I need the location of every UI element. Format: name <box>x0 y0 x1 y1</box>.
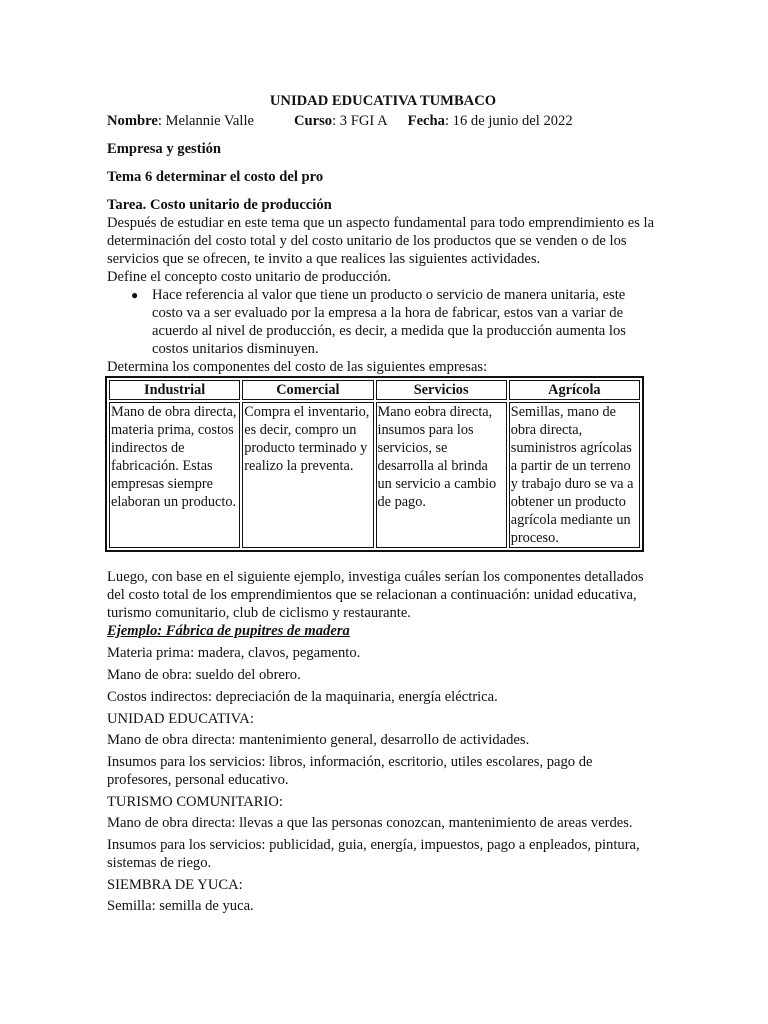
topic-heading: Tema 6 determinar el costo del pro <box>107 169 324 185</box>
example-line: Mano de obra: sueldo del obrero. <box>107 667 301 683</box>
cell-agricola: Semillas, mano de obra directa, suministros agrícolas a partir de un terreno y trabajo duro se va a obtener un producto agrícola mediante un proceso. <box>509 402 640 548</box>
example-heading: Ejemplo: Fábrica de pupitres de madera <box>107 623 350 639</box>
section-heading: SIEMBRA DE YUCA: <box>107 877 243 893</box>
definition-list <box>107 286 659 358</box>
header-industrial: Industrial <box>109 380 240 400</box>
example-line: Costos indirectos: depreciación de la maquinaria, energía eléctrica. <box>107 689 498 705</box>
task-intro: Después de estudiar en este tema que un aspecto fundamental para todo emprendimiento es la determinación del costo total y del costo unitario de los productos que se venden o de los servicios que se ofrecen, te invito a que realices las siguientes actividades. <box>107 215 655 267</box>
task-determine: Determina los componentes del costo de las siguientes empresas: <box>107 359 488 375</box>
student-info-line <box>107 112 659 130</box>
cell-industrial: Mano de obra directa, materia prima, costos indirectos de fabricación. Estas empresas siempre elaboran un producto. <box>109 402 240 548</box>
name-value: : Melannie Valle <box>157 113 254 129</box>
cost-components-table <box>105 376 644 552</box>
example-line: Materia prima: madera, clavos, pegamento. <box>107 645 361 661</box>
section-line: Insumos para los servicios: publicidad, guia, energía, impuestos, pago a enpleados, pintura, sistemas de riego. <box>107 837 640 871</box>
header-agricola: Agrícola <box>509 380 640 400</box>
section-line: Semilla: semilla de yuca. <box>107 898 254 914</box>
header-comercial: Comercial <box>242 380 373 400</box>
course-value: : 3 FGI A <box>332 113 388 129</box>
cell-servicios: Mano eobra directa, insumos para los servicios, se desarrolla al brinda un servicio a cambio de pago. <box>376 402 507 548</box>
bullet-icon: ● <box>131 288 139 302</box>
table-row <box>109 402 640 548</box>
cell-comercial: Compra el inventario, es decir, compro un producto terminado y realizo la preventa. <box>242 402 373 548</box>
school-title: UNIDAD EDUCATIVA TUMBACO <box>269 93 497 109</box>
list-item <box>131 286 659 358</box>
table-header-row <box>109 380 640 400</box>
date-label: Fecha <box>407 113 445 129</box>
section-heading: TURISMO COMUNITARIO: <box>107 794 283 810</box>
document-page <box>107 92 659 919</box>
definition-text: Hace referencia al valor que tiene un producto o servicio de manera unitaria, este costo va a ser evaluado por la empresa a la hora de fabricar, estos van a variar de acuerdo al nivel de producción, es decir, a medida que la producción aumenta los costos unitarios disminuyen. <box>152 287 626 357</box>
course-label: Curso <box>294 113 333 129</box>
section-heading: UNIDAD EDUCATIVA: <box>107 711 254 727</box>
section-line: Insumos para los servicios: libros, información, escritorio, utiles escolares, pago de profesores, personal educativo. <box>107 754 593 788</box>
date-value: : 16 de junio del 2022 <box>444 113 573 129</box>
subject-heading: Empresa y gestión <box>107 141 222 157</box>
name-label: Nombre <box>107 113 158 129</box>
task-define: Define el concepto costo unitario de producción. <box>107 269 392 285</box>
followup-paragraph: Luego, con base en el siguiente ejemplo, investiga cuáles serían los componentes detallados del costo total de los emprendimientos que se relacionan a continuación: unidad educativa, turismo comunitario, club de ciclismo y restaurante. <box>107 569 644 621</box>
section-line: Mano de obra directa: llevas a que las personas conozcan, mantenimiento de areas verdes. <box>107 815 633 831</box>
header-servicios: Servicios <box>376 380 507 400</box>
section-line: Mano de obra directa: mantenimiento general, desarrollo de actividades. <box>107 732 530 748</box>
task-title: Tarea. Costo unitario de producción <box>107 197 332 213</box>
